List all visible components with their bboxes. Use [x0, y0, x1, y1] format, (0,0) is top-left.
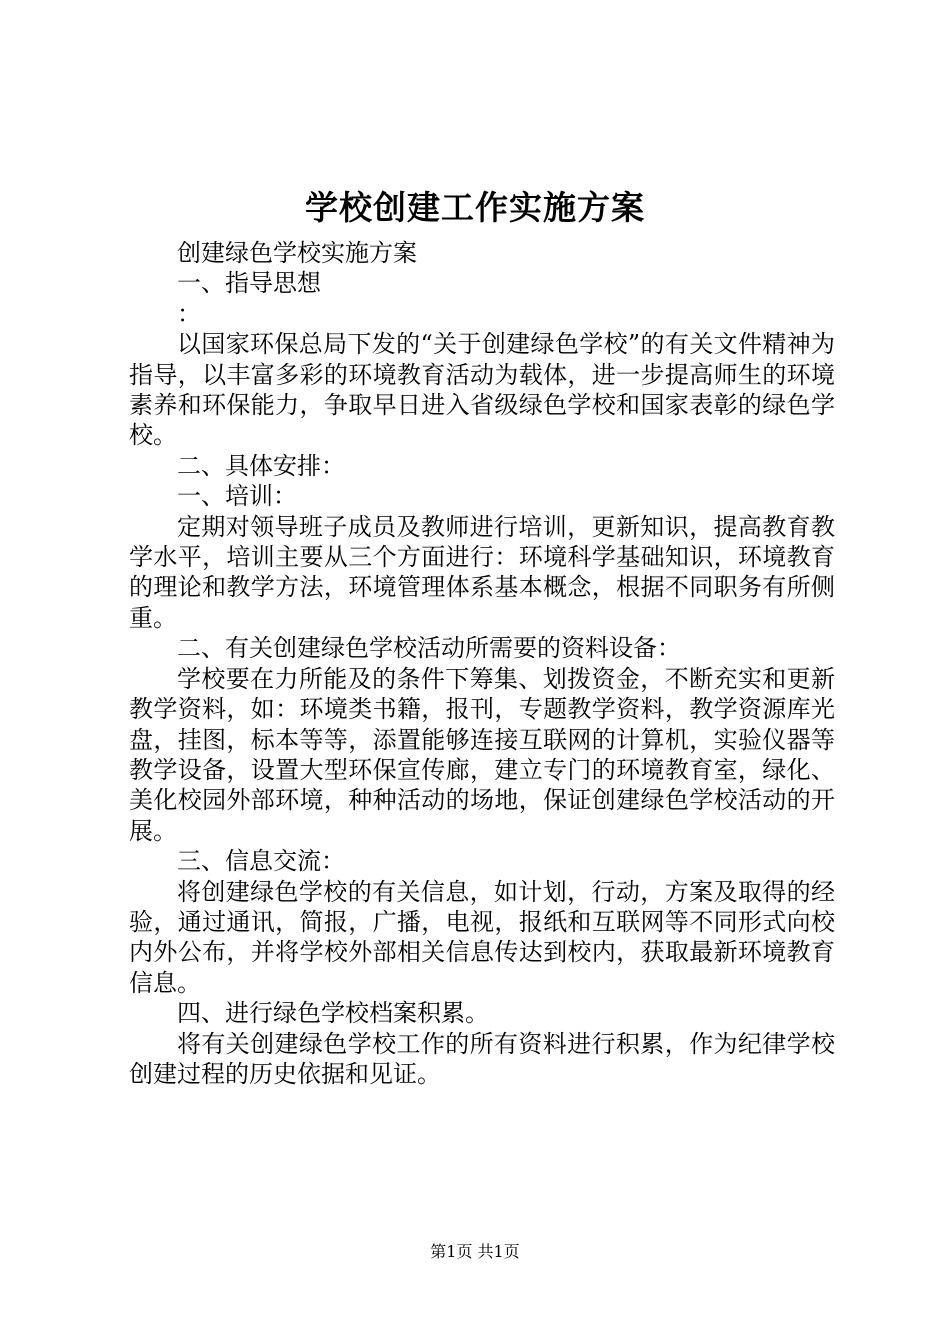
section-heading-guiding-ideology: 一、指导思想 — [177, 269, 321, 298]
page-footer: 第1页 共1页 — [430, 1242, 520, 1261]
paragraph-information: 将创建绿色学校的有关信息，如计划，行动，方案及取得的经验，通过通讯，简报，广播，电视，报纸和互联网等不同形式向校内外公布，并将学校外部相关信息传达到校内，获取最新环境教育信息。 — [129, 877, 835, 997]
document-body — [129, 238, 835, 1089]
paragraph-guiding-ideology: 以国家环保总局下发的“关于创建绿色学校”的有关文件精神为指导，以丰富多彩的环境教育活动为载体，进一步提高师生的环境素养和环保能力，争取早日进入省级绿色学校和国家表彰的绿色学校。 — [129, 330, 835, 450]
section-heading-arrangements: 二、具体安排： — [177, 451, 345, 480]
paragraph-colon: ： — [177, 299, 201, 328]
paragraph-training: 定期对领导班子成员及教师进行培训，更新知识，提高教育教学水平，培训主要从三个方面进行：环境科学基础知识，环境教育的理论和教学方法，环境管理体系基本概念，根据不同职务有所侧重。 — [129, 512, 835, 632]
subsection-heading-equipment: 二、有关创建绿色学校活动所需要的资料设备： — [177, 634, 681, 663]
paragraph-archives: 将有关创建绿色学校工作的所有资料进行积累，作为纪律学校创建过程的历史依据和见证。 — [129, 1029, 835, 1088]
subsection-heading-archives: 四、进行绿色学校档案积累。 — [177, 999, 489, 1028]
document-title: 学校创建工作实施方案 — [305, 188, 645, 227]
paragraph-subtitle: 创建绿色学校实施方案 — [177, 239, 417, 267]
paragraph-equipment: 学校要在力所能及的条件下筹集、划拨资金，不断充实和更新教学资料，如：环境类书籍，报刊，专题教学资料，教学资源库光盘，挂图，标本等等，添置能够连接互联网的计算机，实验仪器等教学设备，设置大型环保宣传廊，建立专门的环境教育室，绿化、美化校园外部环境，种种活动的场地，保证创建绿色学校活动的开展。 — [129, 664, 835, 845]
subsection-heading-information: 三、信息交流： — [177, 847, 345, 876]
subsection-heading-training: 一、培训： — [177, 482, 297, 511]
